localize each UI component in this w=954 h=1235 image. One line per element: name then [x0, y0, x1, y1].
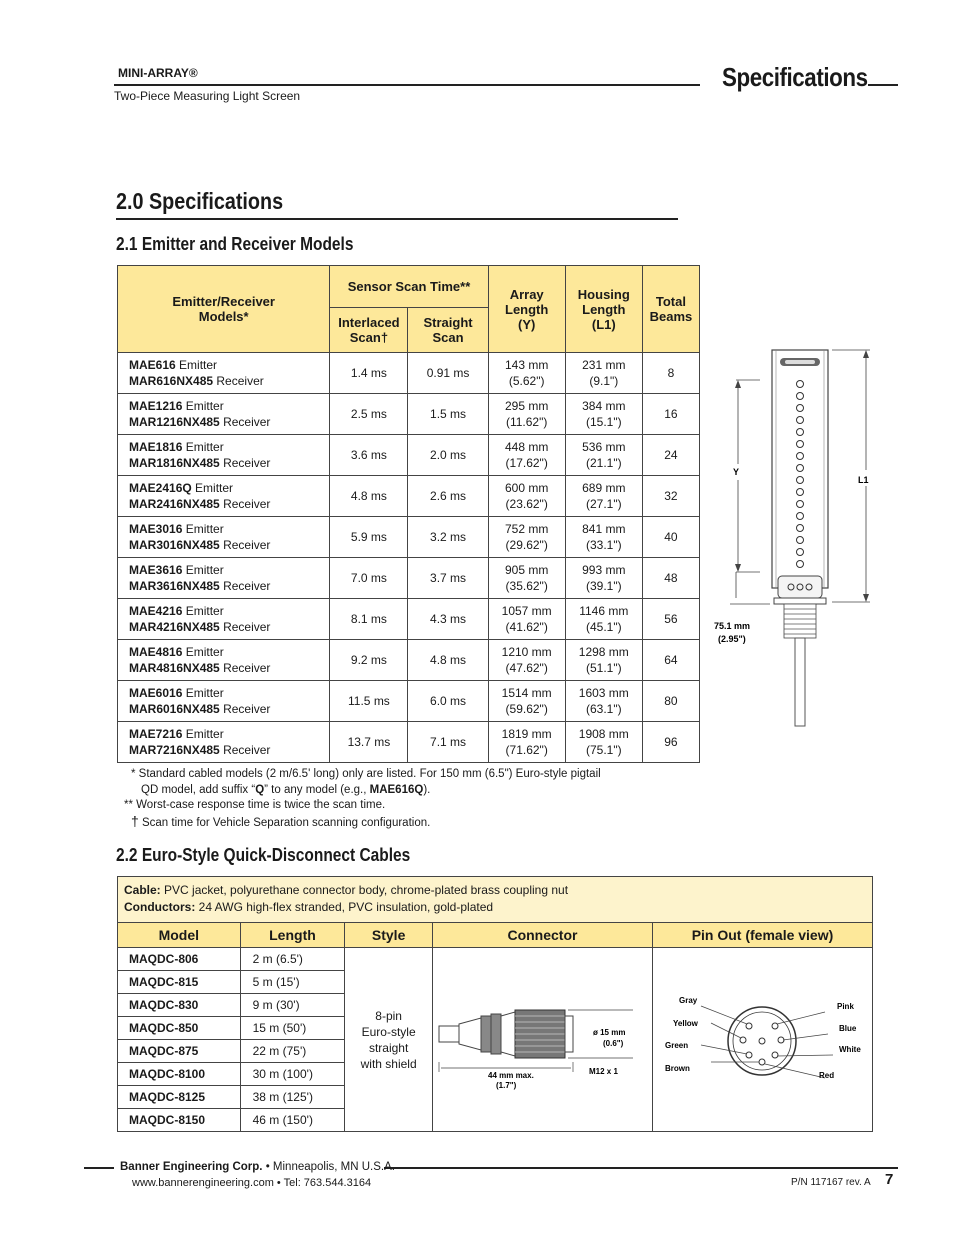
emitter-model: MAE1216: [129, 399, 183, 413]
lens: [797, 465, 804, 472]
cable-model: MAQDC-875: [118, 1040, 241, 1063]
straight-scan: 4.3 ms: [408, 599, 488, 640]
array-mm: 905 mm: [504, 563, 549, 577]
array-length: [488, 558, 565, 599]
housing-in: (45.1"): [585, 620, 622, 634]
emitter-word: Emitter: [195, 481, 234, 495]
cable-text: PVC jacket, polyurethane connector body, chrome-plated brass coupling nut: [160, 883, 569, 897]
array-in: (17.62"): [505, 456, 548, 470]
sensor-cable: [795, 638, 805, 726]
emitter-word: Emitter: [185, 645, 224, 659]
pin-pink: Pink: [837, 1002, 855, 1011]
header-length: Length: [240, 923, 345, 948]
model-row: [118, 599, 700, 640]
emitter-model: MAE4216: [129, 604, 183, 618]
array-in: (29.62"): [505, 538, 548, 552]
array-in: (59.62"): [505, 702, 548, 716]
model-pair: [118, 435, 330, 476]
total-beams: 80: [642, 681, 699, 722]
housing-in: (9.1"): [589, 374, 619, 388]
lens: [797, 525, 804, 532]
models-table: [117, 265, 700, 763]
straight-scan: 0.91 ms: [408, 353, 488, 394]
y-label: Y: [733, 467, 740, 477]
total-beams: 64: [642, 640, 699, 681]
array-length: [488, 517, 565, 558]
emitter-model: MAE2416Q: [129, 481, 192, 495]
lens: [797, 393, 804, 400]
pin-green: Green: [665, 1041, 689, 1050]
receiver-model: MAR7216NX485: [129, 743, 220, 757]
header-housing-length: Housing Length (L1): [565, 266, 642, 353]
style-line: Euro-style: [361, 1024, 416, 1039]
connector-dia-mm: ø 15 mm: [593, 1028, 626, 1037]
housing-in: (21.1"): [585, 456, 622, 470]
lens: [797, 501, 804, 508]
cable-length: 5 m (15'): [240, 971, 345, 994]
header-array-length: Array Length (Y): [488, 266, 565, 353]
array-in: (5.62"): [508, 374, 545, 388]
part-number: P/N 117167 rev. A: [791, 1177, 871, 1188]
product-name: MINI-ARRAY®: [118, 66, 198, 80]
array-mm: 1210 mm: [501, 645, 552, 659]
housing-mm: 536 mm: [582, 440, 626, 454]
lens: [797, 381, 804, 388]
company-name: Banner Engineering Corp.: [120, 1161, 263, 1173]
lens: [797, 441, 804, 448]
housing-in: (75.1"): [585, 743, 622, 757]
cable-length: 9 m (30'): [240, 994, 345, 1017]
footnote-suffix: Q: [255, 784, 265, 796]
cable-length: 38 m (125'): [240, 1086, 345, 1109]
straight-scan: 7.1 ms: [408, 722, 488, 763]
emitter-word: Emitter: [185, 604, 224, 618]
cable-model: MAQDC-830: [118, 994, 241, 1017]
total-beams: 32: [642, 476, 699, 517]
emitter-word: Emitter: [185, 440, 224, 454]
dim-mm: 75.1 mm: [714, 621, 751, 631]
receiver-model: MAR1816NX485: [129, 456, 220, 470]
lens: [797, 537, 804, 544]
total-beams: 40: [642, 517, 699, 558]
company-city: • Minneapolis, MN U.S.A.: [262, 1161, 395, 1173]
housing-mm: 1603 mm: [578, 686, 629, 700]
housing-length: [565, 599, 642, 640]
header-model: Model: [118, 923, 241, 948]
pinout-drawing: [652, 948, 872, 1132]
model-row: [118, 353, 700, 394]
cable-length: 22 m (75'): [240, 1040, 345, 1063]
emitter-word: Emitter: [185, 563, 224, 577]
emitter-model: MAE616: [129, 358, 176, 372]
emitter-model: MAE4816: [129, 645, 183, 659]
footer-contact: www.bannerengineering.com • Tel: 763.544.3164: [132, 1177, 372, 1189]
section-title: 2.0 Specifications: [116, 188, 284, 214]
housing-length: [565, 394, 642, 435]
straight-scan: 3.2 ms: [408, 517, 488, 558]
footer-company: [120, 1161, 395, 1173]
interlaced-scan: 8.1 ms: [330, 599, 408, 640]
subsection-cables-title: 2.2 Euro-Style Quick-Disconnect Cables: [116, 845, 411, 865]
header-connector: Connector: [432, 923, 652, 948]
receiver-word: Receiver: [223, 743, 271, 757]
straight-scan: 1.5 ms: [408, 394, 488, 435]
model-pair: [118, 517, 330, 558]
receiver-model: MAR6016NX485: [129, 702, 220, 716]
emitter-model: MAE7216: [129, 727, 183, 741]
array-length: [488, 394, 565, 435]
style-line: straight: [368, 1040, 409, 1055]
cable-model: MAQDC-815: [118, 971, 241, 994]
housing-mm: 993 mm: [582, 563, 626, 577]
cable-info: [118, 877, 873, 923]
total-beams: 8: [642, 353, 699, 394]
emitter-word: Emitter: [185, 399, 224, 413]
lens: [797, 429, 804, 436]
housing-length: [565, 435, 642, 476]
header-total-beams: Total Beams: [642, 266, 699, 353]
model-pair: [118, 722, 330, 763]
housing-in: (51.1"): [585, 661, 622, 675]
header-interlaced: Interlaced Scan†: [330, 308, 408, 353]
conductors-label: Conductors:: [124, 900, 196, 914]
header-style: Style: [345, 923, 433, 948]
total-beams: 48: [642, 558, 699, 599]
model-row: [118, 394, 700, 435]
dim-in: (2.95"): [718, 634, 746, 644]
array-length: [488, 722, 565, 763]
receiver-model: MAR4216NX485: [129, 620, 220, 634]
housing-mm: 384 mm: [582, 399, 626, 413]
array-in: (47.62"): [505, 661, 548, 675]
model-row: [118, 476, 700, 517]
emitter-model: MAE1816: [129, 440, 183, 454]
receiver-model: MAR616NX485: [129, 374, 214, 388]
model-row: [118, 517, 700, 558]
sensor-diagram: [700, 340, 890, 740]
footnote-example: MAE616Q: [369, 784, 424, 796]
housing-length: [565, 517, 642, 558]
header-rule-right: [868, 84, 898, 86]
footer-rule-left: [84, 1167, 114, 1169]
emitter-word: Emitter: [185, 727, 224, 741]
housing-mm: 1908 mm: [578, 727, 629, 741]
array-length: [488, 353, 565, 394]
footnote-text: QD model, add suffix “: [141, 784, 256, 796]
style-line: with shield: [360, 1056, 417, 1071]
housing-length: [565, 722, 642, 763]
model-row: [118, 435, 700, 476]
housing-mm: 1298 mm: [578, 645, 629, 659]
housing-mm: 1146 mm: [579, 604, 629, 618]
housing-length: [565, 681, 642, 722]
footnote-vehicle-separation: [131, 813, 430, 831]
array-in: (23.62"): [505, 497, 548, 511]
lens: [797, 405, 804, 412]
array-in: (35.62"): [505, 579, 548, 593]
footnote-response-time: ** Worst-case response time is twice the scan time.: [124, 799, 386, 811]
pin-blue: Blue: [839, 1024, 857, 1033]
array-length: [488, 476, 565, 517]
array-in: (11.62"): [505, 415, 548, 429]
receiver-model: MAR3016NX485: [129, 538, 220, 552]
receiver-word: Receiver: [223, 620, 271, 634]
lens: [797, 549, 804, 556]
pin-red: Red: [819, 1071, 835, 1080]
receiver-model: MAR4816NX485: [129, 661, 220, 675]
model-pair: [118, 353, 330, 394]
header-models: Emitter/Receiver Models*: [118, 266, 330, 353]
model-pair: [118, 681, 330, 722]
cable-length: 30 m (100'): [240, 1063, 345, 1086]
housing-length: [565, 353, 642, 394]
connector-svg: [433, 978, 651, 1098]
model-pair: [118, 394, 330, 435]
receiver-model: MAR2416NX485: [129, 497, 220, 511]
array-length: [488, 435, 565, 476]
straight-scan: 2.0 ms: [408, 435, 488, 476]
total-beams: 24: [642, 435, 699, 476]
receiver-word: Receiver: [223, 415, 271, 429]
interlaced-scan: 1.4 ms: [330, 353, 408, 394]
interlaced-scan: 11.5 ms: [330, 681, 408, 722]
array-mm: 1514 mm: [501, 686, 552, 700]
lens: [797, 489, 804, 496]
interlaced-scan: 4.8 ms: [330, 476, 408, 517]
lens: [797, 513, 804, 520]
footnote-text: ).: [423, 784, 431, 796]
straight-scan: 3.7 ms: [408, 558, 488, 599]
model-pair: [118, 558, 330, 599]
array-length: [488, 640, 565, 681]
model-row: [118, 640, 700, 681]
array-mm: 295 mm: [504, 399, 549, 413]
array-length: [488, 599, 565, 640]
array-mm: 448 mm: [504, 440, 549, 454]
emitter-word: Emitter: [179, 358, 218, 372]
housing-length: [565, 640, 642, 681]
connector-dia-in: (0.6"): [603, 1039, 624, 1048]
footer-rule-right: [384, 1167, 898, 1169]
straight-scan: 2.6 ms: [408, 476, 488, 517]
housing-in: (33.1"): [585, 538, 622, 552]
interlaced-scan: 3.6 ms: [330, 435, 408, 476]
cable-model: MAQDC-850: [118, 1017, 241, 1040]
connector-length-mm: 44 mm max.: [488, 1071, 535, 1080]
straight-scan: 6.0 ms: [408, 681, 488, 722]
array-mm: 600 mm: [504, 481, 549, 495]
receiver-model: MAR3616NX485: [129, 579, 220, 593]
header-pinout: Pin Out (female view): [652, 923, 872, 948]
sensor-base: [778, 576, 822, 598]
housing-mm: 841 mm: [582, 522, 626, 536]
interlaced-scan: 13.7 ms: [330, 722, 408, 763]
connector-drawing: [432, 948, 652, 1132]
footnote-qd-suffix: [141, 782, 430, 798]
style-line: 8-pin: [375, 1008, 402, 1023]
housing-in: (63.1"): [585, 702, 622, 716]
interlaced-scan: 9.2 ms: [330, 640, 408, 681]
cable-model: MAQDC-8100: [118, 1063, 241, 1086]
straight-scan: 4.8 ms: [408, 640, 488, 681]
receiver-model: MAR1216NX485: [129, 415, 220, 429]
cable-label: Cable:: [124, 883, 161, 897]
footnote-standard-models: * Standard cabled models (2 m/6.5' long) only are listed. For 150 mm (6.5") Euro-style pigtail: [131, 768, 601, 780]
footnote-text: Scan time for Vehicle Separation scanning configuration.: [138, 817, 431, 829]
emitter-model: MAE6016: [129, 686, 183, 700]
pin-white: White: [839, 1045, 862, 1054]
array-mm: 752 mm: [504, 522, 549, 536]
header-scan-time: Sensor Scan Time**: [330, 266, 488, 308]
receiver-word: Receiver: [223, 497, 271, 511]
array-length: [488, 681, 565, 722]
model-row: [118, 722, 700, 763]
cables-table: [117, 876, 873, 1132]
section-rule: [116, 218, 678, 220]
model-pair: [118, 599, 330, 640]
page-number: 7: [885, 1171, 894, 1188]
housing-in: (27.1"): [585, 497, 622, 511]
product-subtitle: Two-Piece Measuring Light Screen: [114, 89, 301, 103]
receiver-word: Receiver: [223, 456, 271, 470]
header-straight: Straight Scan: [408, 308, 488, 353]
cable-length: 2 m (6.5'): [240, 948, 345, 971]
cable-row: [118, 948, 873, 971]
connector-length-in: (1.7"): [496, 1081, 517, 1090]
array-mm: 143 mm: [504, 358, 549, 372]
receiver-word: Receiver: [223, 661, 271, 675]
array-mm: 1057 mm: [501, 604, 552, 618]
array-in: (41.62"): [505, 620, 548, 634]
page-title: Specifications: [722, 62, 868, 92]
lens: [797, 453, 804, 460]
footnote-text: ” to any model (e.g.,: [264, 784, 370, 796]
emitter-word: Emitter: [185, 686, 224, 700]
model-pair: [118, 640, 330, 681]
subsection-models-title: 2.1 Emitter and Receiver Models: [116, 234, 354, 254]
cable-style: [345, 948, 433, 1132]
lens: [797, 477, 804, 484]
housing-length: [565, 476, 642, 517]
total-beams: 96: [642, 722, 699, 763]
model-row: [118, 558, 700, 599]
cable-model: MAQDC-806: [118, 948, 241, 971]
connector-thread: M12 x 1: [589, 1067, 619, 1076]
lens: [797, 417, 804, 424]
l1-label: L1: [858, 475, 869, 485]
dagger-mark: †: [131, 813, 139, 829]
pin-yellow: Yellow: [673, 1019, 699, 1028]
housing-mm: 231 mm: [582, 358, 626, 372]
receiver-word: Receiver: [223, 538, 271, 552]
model-row: [118, 681, 700, 722]
pin-gray: Gray: [679, 996, 698, 1005]
receiver-word: Receiver: [223, 702, 271, 716]
interlaced-scan: 2.5 ms: [330, 394, 408, 435]
cable-length: 15 m (50'): [240, 1017, 345, 1040]
interlaced-scan: 5.9 ms: [330, 517, 408, 558]
emitter-word: Emitter: [185, 522, 224, 536]
array-in: (71.62"): [505, 743, 548, 757]
cable-length: 46 m (150'): [240, 1109, 345, 1132]
housing-in: (15.1"): [585, 415, 622, 429]
receiver-word: Receiver: [223, 579, 271, 593]
cable-model: MAQDC-8150: [118, 1109, 241, 1132]
array-mm: 1819 mm: [501, 727, 552, 741]
emitter-model: MAE3616: [129, 563, 183, 577]
interlaced-scan: 7.0 ms: [330, 558, 408, 599]
emitter-model: MAE3016: [129, 522, 183, 536]
housing-length: [565, 558, 642, 599]
pin-brown: Brown: [665, 1064, 691, 1073]
receiver-word: Receiver: [216, 374, 264, 388]
pinout-svg: [653, 978, 871, 1098]
header-rule: [114, 84, 700, 86]
conductors-text: 24 AWG high-flex stranded, PVC insulation, gold-plated: [195, 900, 494, 914]
model-pair: [118, 476, 330, 517]
total-beams: 56: [642, 599, 699, 640]
cable-model: MAQDC-8125: [118, 1086, 241, 1109]
housing-in: (39.1"): [585, 579, 622, 593]
lens: [797, 561, 804, 568]
housing-mm: 689 mm: [582, 481, 626, 495]
total-beams: 16: [642, 394, 699, 435]
